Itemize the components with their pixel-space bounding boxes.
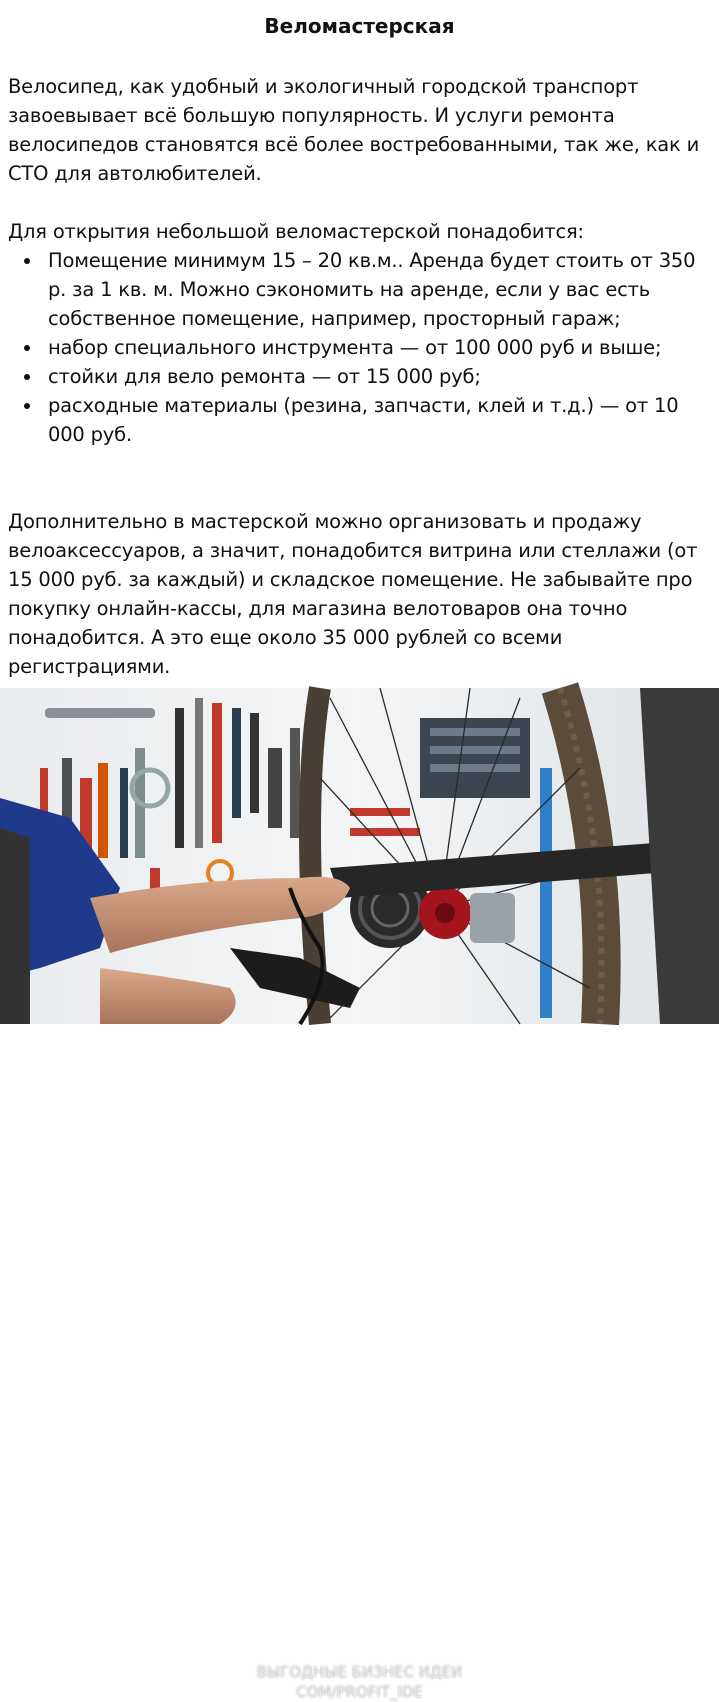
watermark: [0, 1662, 719, 1702]
list-item: расходные материалы (резина, запчасти, клей и т.д.) — от 10 000 руб.: [48, 391, 714, 449]
intro-paragraph: Велосипед, как удобный и экологичный городской транспорт завоевывает всё большую популярность. И услуги ремонта велосипедов становятся всё более востребованными, так же, как и СТО для автолюбителей.: [8, 75, 700, 185]
bike-repair-photo: [0, 688, 719, 1701]
requirements-intro: Для открытия небольшой веломастерской понадобится:: [8, 220, 584, 243]
list-item: Помещение минимум 15 – 20 кв.м.. Аренда будет стоить от 350 р. за 1 кв. м. Можно сэкономить на аренде, если у вас есть собственное помещение, например, просторный гараж;: [48, 246, 714, 333]
additional-paragraph: Дополнительно в мастерской можно организовать и продажу велоаксессуаров, а значит, понадобится витрина или стеллажи (от 15 000 руб. за каждый) и складское помещение. Не забывайте про покупку онлайн-кассы, для магазина велотоваров она точно понадобится. А это еще около 35 000 рублей со всеми регистрациями.: [8, 510, 698, 678]
watermark-line: ВЫГОДНЫЕ БИЗНЕС ИДЕИ: [256, 1663, 463, 1681]
watermark-line: COM/PROFIT_IDE: [296, 1683, 423, 1701]
bike-repair-illustration: [0, 688, 719, 1024]
list-item: стойки для вело ремонта — от 15 000 руб;: [48, 362, 714, 391]
list-item: набор специального инструмента — от 100 000 руб и выше;: [48, 333, 714, 362]
article-title: Веломастерская: [264, 14, 455, 38]
requirements-list: [0, 246, 714, 449]
